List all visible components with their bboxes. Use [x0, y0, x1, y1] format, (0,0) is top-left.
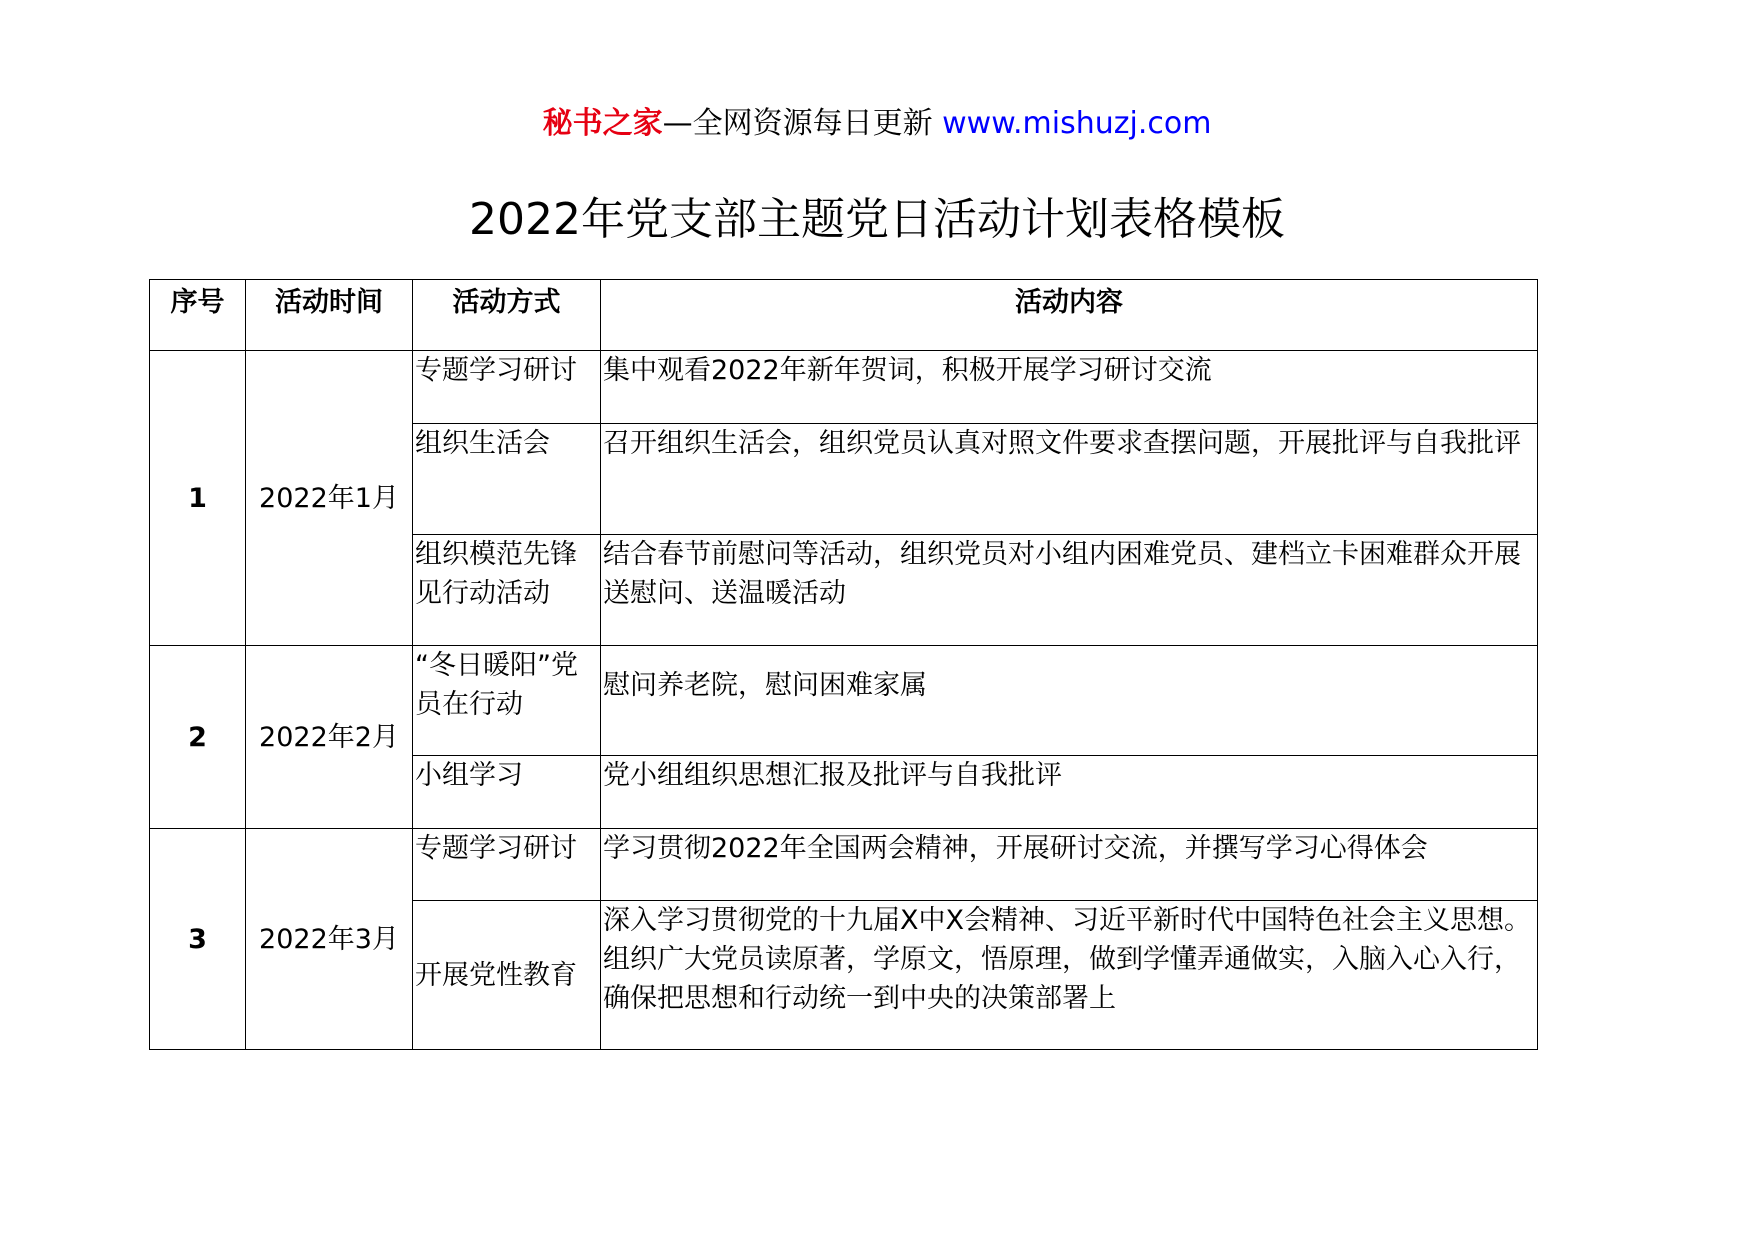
column-header-time: 活动时间: [246, 280, 413, 351]
seq-cell: 2: [150, 646, 246, 829]
document-title: 2022年党支部主题党日活动计划表格模板: [469, 194, 1285, 245]
mode-cell: 小组学习: [413, 756, 601, 829]
content-cell: 慰问养老院，慰问困难家属: [601, 646, 1538, 756]
column-header-content: 活动内容: [601, 280, 1538, 351]
site-url-link[interactable]: www.mishuzj.com: [942, 106, 1212, 141]
table-row: [150, 351, 1538, 424]
time-cell: 2022年1月: [246, 351, 413, 646]
header-tagline: —全网资源每日更新: [662, 106, 933, 141]
column-header-mode: 活动方式: [413, 280, 601, 351]
content-cell: 学习贯彻2022年全国两会精神，开展研讨交流，并撰写学习心得体会: [601, 829, 1538, 901]
mode-cell: 开展党性教育: [413, 901, 601, 1050]
time-cell: 2022年3月: [246, 829, 413, 1050]
mode-cell: 组织生活会: [413, 424, 601, 535]
table-row: [150, 829, 1538, 901]
content-cell: 深入学习贯彻党的十九届X中X会精神、习近平新时代中国特色社会主义思想。组织广大党员读原著，学原文，悟原理，做到学懂弄通做实，入脑入心入行，确保把思想和行动统一到中央的决策部署上: [601, 901, 1538, 1050]
seq-cell: 3: [150, 829, 246, 1050]
table-row: [150, 646, 1538, 756]
mode-cell: 专题学习研讨: [413, 829, 601, 901]
seq-cell: 1: [150, 351, 246, 646]
column-header-seq: 序号: [150, 280, 246, 351]
site-header: [0, 104, 1754, 144]
mode-cell: “冬日暖阳”党员在行动: [413, 646, 601, 756]
table-header-row: [150, 280, 1538, 351]
content-cell: 党小组组织思想汇报及批评与自我批评: [601, 756, 1538, 829]
time-cell: 2022年2月: [246, 646, 413, 829]
mode-cell: 专题学习研讨: [413, 351, 601, 424]
content-cell: 集中观看2022年新年贺词，积极开展学习研讨交流: [601, 351, 1538, 424]
activity-plan-table: [149, 279, 1538, 1050]
content-cell: 结合春节前慰问等活动，组织党员对小组内困难党员、建档立卡困难群众开展送慰问、送温暖活动: [601, 535, 1538, 646]
brand-name: 秘书之家: [542, 106, 663, 141]
content-cell: 召开组织生活会，组织党员认真对照文件要求查摆问题，开展批评与自我批评: [601, 424, 1538, 535]
mode-cell: 组织模范先锋见行动活动: [413, 535, 601, 646]
